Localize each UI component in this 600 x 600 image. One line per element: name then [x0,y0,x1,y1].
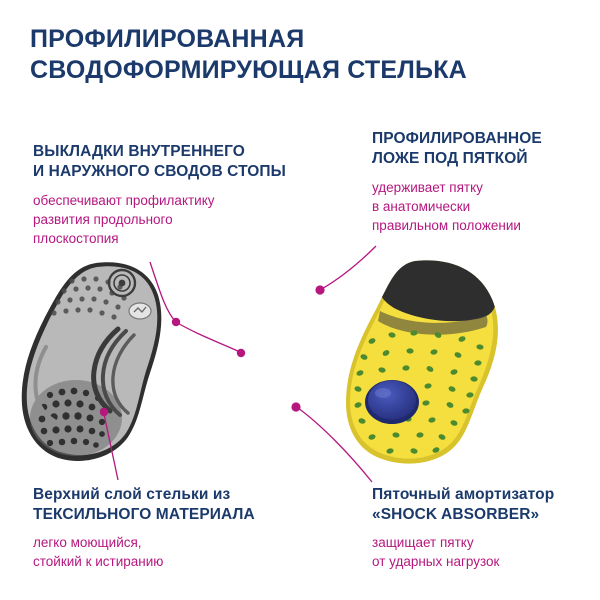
callout-arch-heading-line-2: И НАРУЖНОГО СВОДОВ СТОПЫ [33,162,286,180]
callout-heel-heading-line-2: ЛОЖЕ ПОД ПЯТКОЙ [372,149,528,167]
callout-shock-heading-line-1: Пяточный амортизатор [372,486,555,503]
callout-textile-heading [33,485,343,525]
callout-textile-text-line-1: легко моющийся, [33,535,142,550]
right-insole [346,255,498,464]
left-insole [22,262,162,461]
callout-arch-supports-text [33,191,333,248]
callout-heel-text-line-1: удерживает пятку [372,180,483,195]
callout-textile-text-line-2: стойкий к истиранию [33,554,164,570]
callout-arch-heading-line-1: ВЫКЛАДКИ ВНУТРЕННЕГО [33,143,245,160]
insoles-illustration [0,255,600,470]
callout-heel-text-line-3: правильном положении [372,218,521,234]
shock-absorber-pad [365,380,419,424]
callout-shock-text-line-2: от ударных нагрузок [372,554,500,570]
callout-heel-text-line-2: в анатомически [372,199,471,215]
callout-heel-cradle-text [372,178,597,235]
callout-arch-supports-heading [33,142,353,182]
page-title-line-2: СВОДОФОРМИРУЮЩАЯ СТЕЛЬКА [30,55,467,84]
callout-shock-absorber-text [372,533,597,571]
callout-textile-heading-line-1: Верхний слой стельки из [33,486,231,503]
callout-heel-heading-line-1: ПРОФИЛИРОВАННОЕ [372,130,542,147]
callout-shock-absorber-heading [372,485,597,525]
page-title [30,24,590,85]
callout-arch-text-line-2: развития продольного [33,212,173,228]
callout-arch-text-line-1: обеспечивают профилактику [33,193,215,208]
left-insole-logo [129,303,151,319]
callout-arch-text-line-3: плоскостопия [33,231,119,247]
callout-textile-heading-line-2: ТЕКСИЛЬНОГО МАТЕРИАЛА [33,505,255,523]
callout-shock-heading-line-2: «SHOCK ABSORBER» [372,505,540,523]
callout-textile-text [33,533,333,571]
callout-shock-text-line-1: защищает пятку [372,535,474,550]
page-title-line-1: ПРОФИЛИРОВАННАЯ [30,25,305,53]
callout-heel-cradle-heading [372,129,597,169]
